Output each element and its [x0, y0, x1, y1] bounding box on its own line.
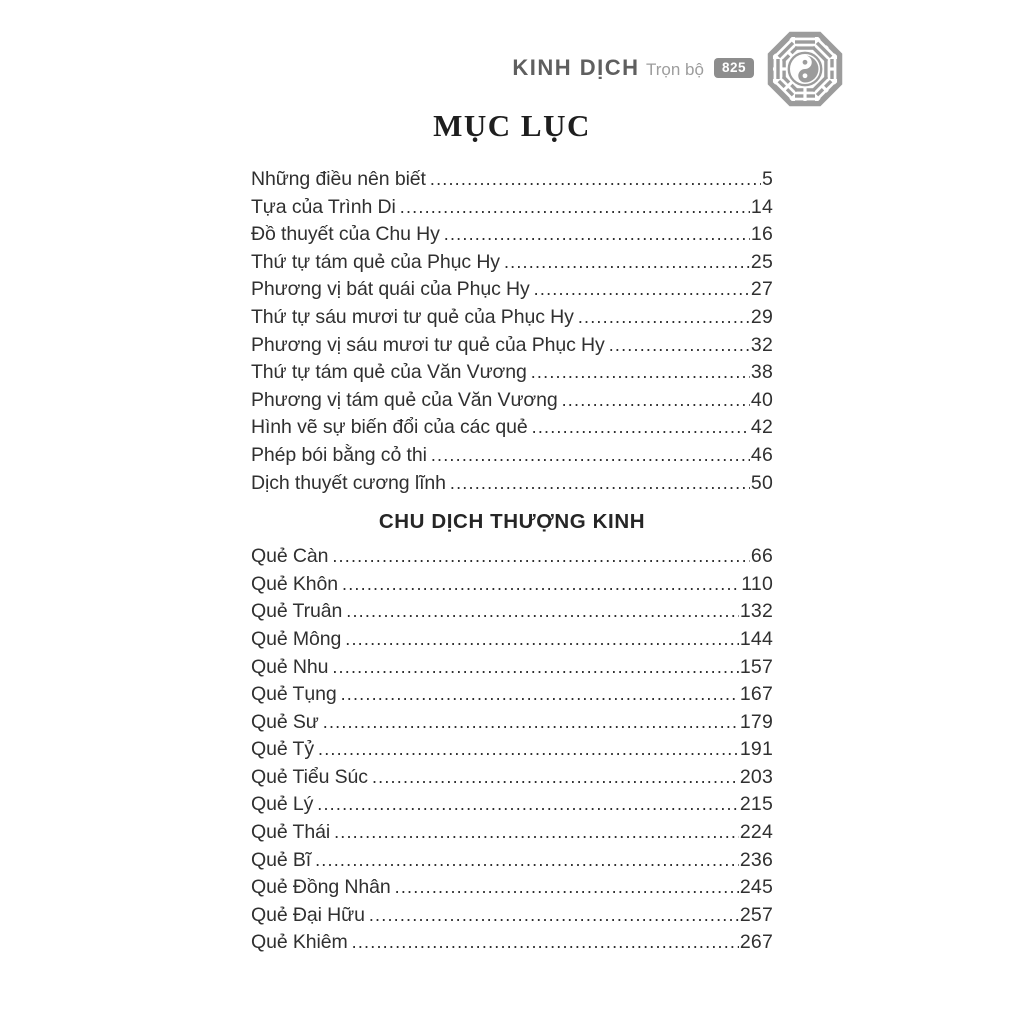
toc-entry-page: 179 [739, 710, 773, 733]
toc-row [251, 249, 773, 277]
toc-entry-page: 224 [739, 821, 773, 844]
dot-leader [323, 709, 739, 737]
toc-entry-label: Tựa của Trình Di [251, 195, 396, 218]
toc-entry-label: Hình vẽ sự biến đổi của các quẻ [251, 416, 528, 439]
toc-entry-page: 42 [750, 416, 773, 439]
toc-entry-page: 191 [739, 738, 773, 761]
dot-leader [444, 221, 750, 249]
toc-entry-page: 110 [741, 572, 773, 595]
toc-entry-page: 25 [750, 250, 773, 273]
toc-row [251, 359, 773, 387]
toc-entry-label: Quẻ Khôn [251, 572, 339, 595]
toc-entry-page: 236 [739, 848, 773, 871]
toc-entry-page: 257 [739, 903, 773, 926]
dot-leader [534, 276, 750, 304]
toc-entry-page: 203 [739, 765, 773, 788]
dot-leader [395, 874, 739, 902]
toc-entry-page: 5 [761, 168, 773, 190]
dot-leader [450, 470, 750, 498]
dot-leader [431, 442, 750, 470]
toc-entry-label: Quẻ Tiểu Súc [251, 765, 368, 788]
dot-leader [578, 304, 750, 332]
toc-chapters [251, 543, 773, 957]
dot-leader [342, 571, 740, 599]
toc-entry-page: 40 [750, 388, 773, 411]
toc-row [251, 332, 773, 360]
toc-row [251, 442, 773, 470]
toc-row [251, 276, 773, 304]
brand-title: KINH DỊCH [512, 55, 640, 80]
dot-leader [609, 332, 750, 360]
toc-row [251, 654, 773, 682]
toc-entry-label: Những điều nên biết [251, 168, 426, 190]
toc-entry-page: 132 [739, 600, 773, 623]
toc-row [251, 543, 773, 571]
toc-entry-page: 14 [750, 195, 773, 218]
toc-row [251, 681, 773, 709]
toc-row [251, 304, 773, 332]
toc-entry-page: 27 [750, 278, 773, 301]
toc-entry-page: 167 [739, 683, 773, 706]
toc-row [251, 929, 773, 957]
toc-row [251, 764, 773, 792]
toc-entry-page: 29 [750, 305, 773, 328]
dot-leader [332, 654, 739, 682]
toc-entry-label: Quẻ Sư [251, 710, 319, 733]
dot-leader [315, 847, 739, 875]
dot-leader [372, 764, 739, 792]
toc-entry-page: 66 [750, 545, 773, 568]
toc-entry-label: Quẻ Tỷ [251, 738, 314, 761]
toc-entry-page: 16 [750, 223, 773, 246]
page-count-badge: 825 [714, 58, 754, 78]
toc-entry-label: Thứ tự sáu mươi tư quẻ của Phục Hy [251, 305, 574, 328]
dot-leader [332, 543, 750, 571]
page-title: MỤC LỤC [433, 108, 591, 143]
brand-block [512, 55, 704, 81]
dot-leader [532, 414, 750, 442]
dot-leader [345, 626, 739, 654]
toc-entry-page: 32 [750, 333, 773, 356]
dot-leader [318, 736, 739, 764]
toc-row [251, 598, 773, 626]
toc-front-matter [251, 166, 773, 497]
section-title: CHU DỊCH THƯỢNG KINH [378, 510, 646, 534]
dot-leader [562, 387, 750, 415]
toc-entry-label: Phương vị bát quái của Phục Hy [251, 278, 530, 301]
dot-leader [352, 929, 739, 957]
page-header [512, 26, 846, 110]
toc-entry-label: Quẻ Bĩ [251, 848, 312, 871]
toc-entry-label: Phương vị tám quẻ của Văn Vương [251, 388, 558, 411]
bagua-yinyang-icon [764, 28, 846, 110]
toc-entry-label: Quẻ Mông [251, 627, 342, 650]
toc-entry-page: 46 [750, 443, 773, 466]
toc-entry-label: Phép bói bằng cỏ thi [251, 443, 427, 466]
toc [251, 144, 773, 957]
toc-row [251, 874, 773, 902]
toc-entry-page: 215 [739, 793, 773, 816]
toc-row [251, 194, 773, 222]
toc-row [251, 571, 773, 599]
toc-entry-label: Quẻ Càn [251, 545, 329, 568]
toc-entry-page: 267 [739, 931, 773, 954]
toc-entry-label: Dịch thuyết cương lĩnh [251, 471, 446, 494]
toc-entry-label: Quẻ Thái [251, 821, 331, 844]
toc-row [251, 736, 773, 764]
toc-entry-label: Quẻ Đại Hữu [251, 903, 365, 926]
toc-entry-page: 38 [750, 361, 773, 384]
toc-entry-label: Quẻ Đồng Nhân [251, 876, 391, 899]
toc-row [251, 902, 773, 930]
dot-leader [504, 249, 750, 277]
dot-leader [334, 819, 739, 847]
toc-entry-page: 157 [739, 655, 773, 678]
dot-leader [341, 681, 739, 709]
toc-entry-label: Phương vị sáu mươi tư quẻ của Phục Hy [251, 333, 605, 356]
toc-row [251, 847, 773, 875]
toc-entry-label: Thứ tự tám quẻ của Phục Hy [251, 250, 500, 273]
toc-row [251, 470, 773, 498]
dot-leader [369, 902, 739, 930]
dot-leader [430, 166, 761, 194]
toc-row [251, 791, 773, 819]
toc-row [251, 819, 773, 847]
toc-entry-label: Quẻ Truân [251, 600, 343, 623]
toc-entry-page: 144 [739, 627, 773, 650]
dot-leader [531, 359, 750, 387]
toc-entry-label: Đồ thuyết của Chu Hy [251, 223, 440, 246]
toc-entry-label: Thứ tự tám quẻ của Văn Vương [251, 361, 527, 384]
toc-entry-label: Quẻ Lý [251, 793, 314, 816]
dot-leader [317, 791, 739, 819]
toc-row [251, 709, 773, 737]
dot-leader [346, 598, 739, 626]
toc-entry-page: 50 [750, 471, 773, 494]
brand-subtitle: Trọn bộ [646, 60, 704, 79]
toc-row [251, 414, 773, 442]
toc-row [251, 387, 773, 415]
toc-row [251, 166, 773, 194]
toc-entry-label: Quẻ Nhu [251, 655, 329, 678]
toc-row [251, 626, 773, 654]
toc-entry-page: 245 [739, 876, 773, 899]
toc-entry-label: Quẻ Khiêm [251, 931, 348, 954]
toc-row [251, 221, 773, 249]
dot-leader [400, 194, 750, 222]
toc-entry-label: Quẻ Tụng [251, 683, 337, 706]
